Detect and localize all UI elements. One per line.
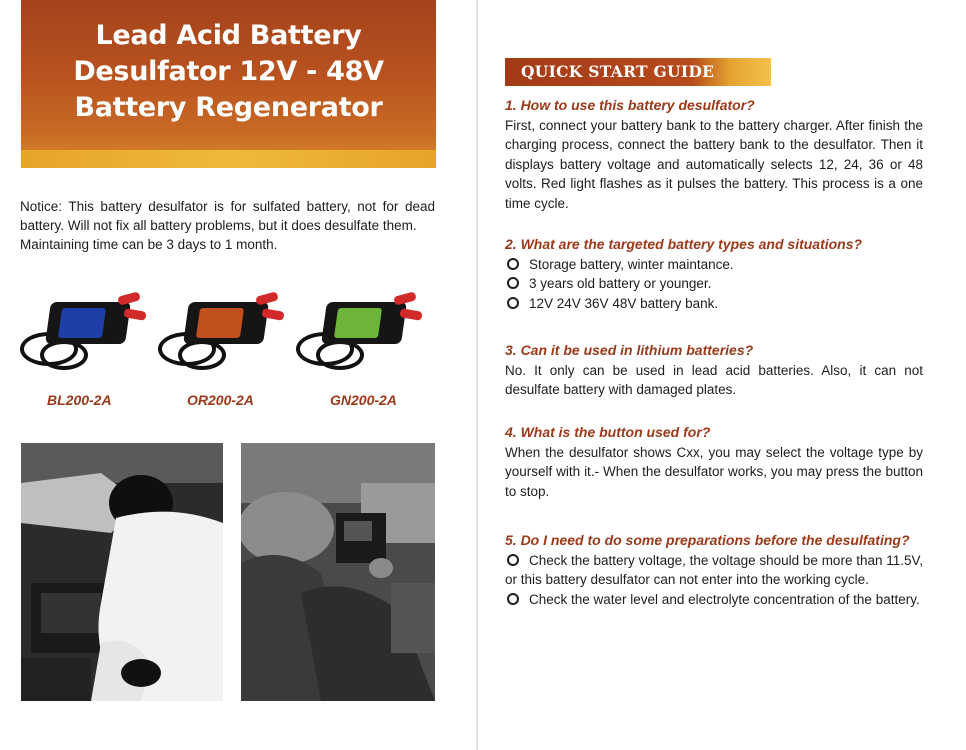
product-image-green bbox=[296, 290, 426, 370]
product-image-blue bbox=[20, 290, 150, 370]
list-item: Check the battery voltage, the voltage should be more than 11.5V, or this battery desulfator can not enter into the working cycle. bbox=[505, 552, 924, 588]
circle-bullet-icon bbox=[507, 593, 519, 605]
banner-stripe bbox=[21, 150, 436, 168]
header-label: QUICK START GUIDE bbox=[521, 62, 715, 81]
list-item: 3 years old battery or younger. bbox=[505, 274, 923, 294]
faq-section-3 bbox=[505, 341, 923, 400]
list-item: 12V 24V 36V 48V battery bank. bbox=[505, 294, 923, 314]
product-title bbox=[21, 18, 436, 126]
title-line-3: Battery Regenerator bbox=[74, 92, 383, 123]
list-item: Check the water level and electrolyte concentration of the battery. bbox=[505, 590, 923, 610]
faq-answer: When the desulfator shows Cxx, you may select the voltage type by yourself with it.- When the desulfator works, you may press the button to stop. bbox=[505, 444, 923, 499]
model-label-bl: BL200-2A bbox=[47, 392, 112, 408]
product-image-orange bbox=[158, 290, 288, 370]
model-label-or: OR200-2A bbox=[187, 392, 254, 408]
circle-bullet-icon bbox=[507, 554, 519, 566]
notice-text bbox=[20, 197, 435, 254]
faq-question: 5. Do I need to do some preparations before the desulfating? bbox=[505, 532, 910, 548]
faq-answer: First, connect your battery bank to the battery charger. After finish the charging process, connect the battery bank to the desulfator. Then it displays battery voltage and automatically selects 12, 24, 36 or 48 volts. Red light flashes as it pulses the battery. This process is a one time cycle. bbox=[505, 117, 923, 211]
quick-start-header bbox=[505, 58, 771, 86]
faq-section-4 bbox=[505, 423, 923, 501]
notice-paragraph: Notice: This battery desulfator is for sulfated battery, not for dead battery. Will not fix all battery problems, but it does desulfate them. bbox=[20, 199, 435, 233]
title-line-2: Desulfator 12V - 48V bbox=[73, 56, 384, 87]
faq-answer: No. It only can be used in lead acid batteries. Also, it can not desulfate battery with damaged plates. bbox=[505, 362, 923, 398]
faq-question: 2. What are the targeted battery types and situations? bbox=[505, 236, 863, 252]
faq-section-5 bbox=[505, 531, 923, 609]
photo-workshop bbox=[241, 443, 435, 701]
photo-engine-bay bbox=[21, 443, 223, 701]
circle-bullet-icon bbox=[507, 297, 519, 309]
list-item: Storage battery, winter maintance. bbox=[505, 255, 923, 275]
faq-question: 3. Can it be used in lithium batteries? bbox=[505, 342, 754, 358]
title-line-1: Lead Acid Battery bbox=[95, 20, 362, 51]
left-page bbox=[0, 0, 478, 750]
model-label-gn: GN200-2A bbox=[330, 392, 397, 408]
faq-section-2 bbox=[505, 235, 923, 313]
maintaining-time: Maintaining time can be 3 days to 1 month. bbox=[20, 237, 278, 252]
circle-bullet-icon bbox=[507, 258, 519, 270]
faq-question: 1. How to use this battery desulfator? bbox=[505, 97, 755, 113]
faq-section-1 bbox=[505, 96, 923, 214]
circle-bullet-icon bbox=[507, 277, 519, 289]
faq-question: 4. What is the button used for? bbox=[505, 424, 711, 440]
